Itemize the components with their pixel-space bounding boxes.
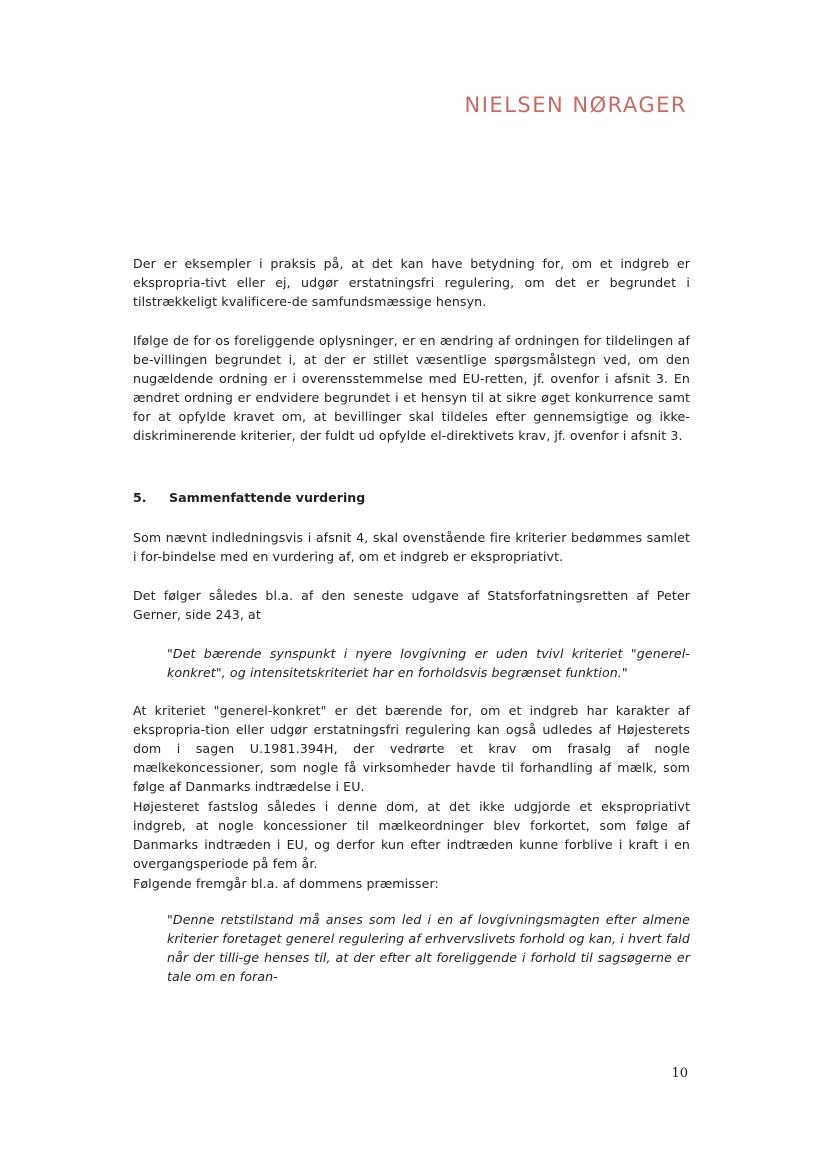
paragraph-change-justification: Ifølge de for os foreliggende oplysninger, er en ændring af ordningen for tildelingen af be-villingen begrundet i, at der er stillet væsentlige spørgsmålstegn ved, om den nugældende ordning er i overensstemmelse med EU-retten, jf. ovenfor i afsnit 3. En ændret ordning er endvidere begrundet i et hensyn til at sikre øget konkurrence samt for at opfylde kravet om, at bevillinger skal tildeles efter gennemsigtige og ikke-diskriminerende kriterier, der fuldt ud opfylde el-direktivets krav, jf. ovenfor i afsnit 3. bbox=[133, 333, 690, 443]
paragraph-hojesteret-ruling: Højesteret fastslog således i denne dom, at det ikke udgjorde et ekspropriativt indgreb, at nogle koncessioner til mælkeordninger blev forkortet, som følge af Danmarks indtræden i EU, og derfor kun efter indtræden kunne forblive i kraft i en overgangsperiode på fem år. bbox=[133, 799, 690, 871]
paragraph-statsforfatningsretten: Det følger således bl.a. af den seneste udgave af Statsforfatningsretten af Peter Gerner, side 243, at bbox=[133, 588, 690, 622]
section-heading bbox=[133, 490, 365, 505]
paragraph-criteria-assessment: Som nævnt indledningsvis i afsnit 4, skal ovenstående fire kriterier bedømmes samlet i for-bindelse med en vurdering af, om et indgreb er ekspropriativt. bbox=[133, 530, 690, 564]
paragraph-expropriation-examples: Der er eksempler i praksis på, at det kan have betydning for, om et indgreb er ekspropria-tivt eller ej, udgør erstatningsfri regulering, om det er begrundet i tilstrækkeligt kvalificere-de samfundsmæssige hensyn. bbox=[133, 256, 690, 309]
page-number: 10 bbox=[671, 1066, 688, 1081]
paragraph-generel-konkret: At kriteriet "generel-konkret" er det bærende for, om et indgreb har karakter af ekspropria-tion eller udgør erstatningsfri regulering kan også udledes af Højesterets dom i sagen U.1981.394H, der vedrørte et krav om frasalg af nogle mælkekoncessioner, som nogle få virksomheder havde til forhandling af mælk, som følge af Danmarks indtrædelse i EU. bbox=[133, 703, 690, 794]
paragraph-premises-intro: Følgende fremgår bl.a. af dommens præmisser: bbox=[133, 876, 439, 891]
quote-gerner: "Det bærende synspunkt i nyere lovgivning er uden tvivl kriteriet "generel-konkret", og intensitetskriteriet har en forholdsvis begrænset funktion." bbox=[167, 646, 690, 680]
quote-premises: "Denne retstilstand må anses som led i en af lovgivningsmagten efter almene kriterier foretaget generel regulering af erhvervslivets forhold og kan, i hvert fald når der tilli-ge henses til, at der efter alt foreliggende i forhold til sagsøgerne er tale om en foran- bbox=[167, 912, 690, 984]
section-title: Sammenfattende vurdering bbox=[169, 490, 366, 505]
section-number: 5. bbox=[133, 490, 147, 505]
company-logo: NIELSEN NØRAGER bbox=[464, 93, 687, 117]
